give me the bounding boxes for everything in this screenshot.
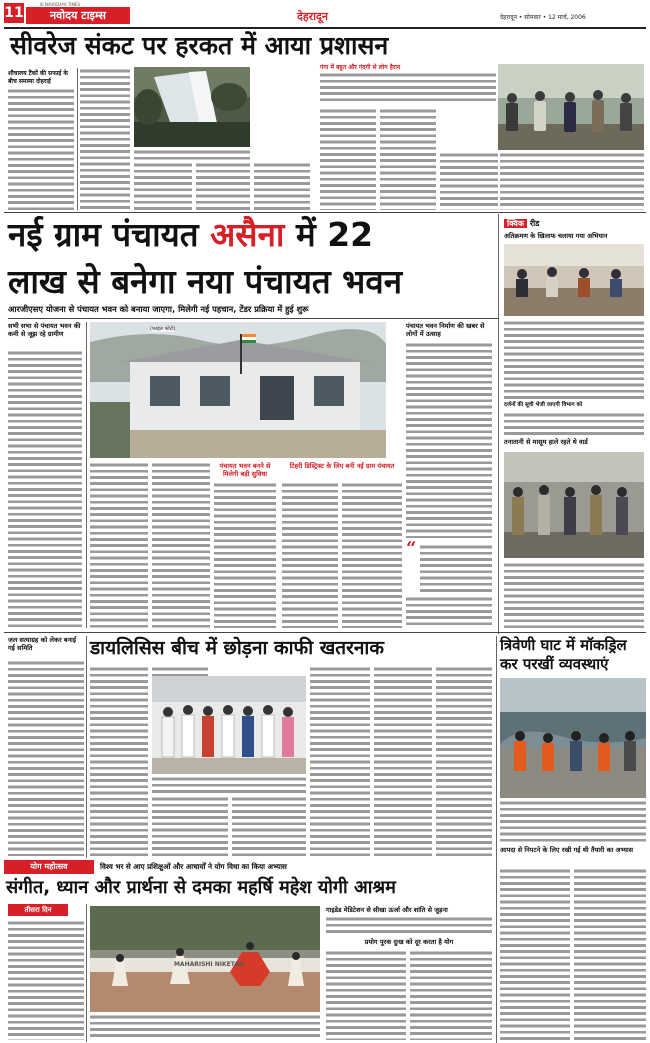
quick-read-text-3 bbox=[504, 562, 644, 628]
dialysis-body-col-6 bbox=[374, 666, 432, 856]
lead-body-col-1 bbox=[8, 350, 82, 628]
sewer-sidebar-sub: शौचालय टैंकों की सफाई के बीच समस्या दोहराई bbox=[8, 70, 69, 85]
city-section: देहरादून bbox=[297, 10, 328, 23]
yoga-left-tag: तीसरा दिन bbox=[8, 904, 68, 916]
dialysis-body-col-5 bbox=[310, 666, 370, 856]
lead-headline-line1 bbox=[8, 214, 498, 256]
sewer-body-col-3 bbox=[134, 162, 192, 210]
lead-headline-part1: नई ग्राम पंचायत bbox=[8, 215, 199, 254]
quick-read-sub-3: तनातानी से मासूम हाले रहते थे वार्ड bbox=[504, 438, 588, 446]
masthead bbox=[0, 0, 650, 28]
panchayat-building-photo bbox=[90, 322, 386, 458]
lead-right-sub: पंचायत भवन निर्माण की खबर से लोगों में उत्साह bbox=[406, 322, 485, 338]
sewer-body-col-1 bbox=[8, 88, 74, 210]
lead-headline-part2: में 22 bbox=[295, 215, 374, 254]
lead-deck: आरजीएसए योजना से पंचायत भवन को बनाया जाएगा, मिलेगी नई पहचान, टेंडर प्रक्रिया में हुई शुरू bbox=[8, 304, 309, 314]
triveni-sub: आपदा से निपटने के लिए रखी गई थी तैयारी का अभ्यास bbox=[500, 846, 634, 854]
yoga-body-col-3 bbox=[410, 950, 492, 1040]
page-number: 11 bbox=[4, 5, 24, 21]
lead-headline-line2: लाख से बनेगा नया पंचायत भवन bbox=[8, 262, 403, 301]
officials-inspection-photo bbox=[498, 64, 644, 150]
lead-body-col-7 bbox=[406, 342, 492, 538]
yoga-body-col-2 bbox=[326, 950, 406, 1040]
lead-body-col-2 bbox=[90, 462, 148, 628]
dialysis-body-col-3 bbox=[152, 796, 228, 856]
quick-read-label bbox=[504, 218, 644, 229]
yoga-photo-banner: MAHARISHI NIKETAN bbox=[173, 961, 245, 968]
yoga-body-col-1 bbox=[8, 920, 84, 1040]
dialysis-body-col-4 bbox=[232, 796, 306, 856]
police-arrest-photo bbox=[504, 452, 644, 558]
quick-read-label-2: रीड bbox=[529, 219, 540, 228]
lead-body-col-6 bbox=[342, 482, 402, 628]
sewer-body-col-7 bbox=[380, 108, 436, 210]
lead-left-sub: सभी सभा से पंचायत भवन की कमी से जूझ रहे ग्रामीण bbox=[8, 322, 81, 338]
triveni-photo-caption bbox=[500, 800, 646, 844]
dateline: देहरादून • सोमवार • 12 मार्च, 2006 bbox=[500, 14, 586, 21]
dialysis-body-col-1 bbox=[90, 666, 148, 856]
quick-read-sub-1: दर्जनों की सूची भेजी जाएगी विभाग को bbox=[504, 402, 583, 408]
yoga-kicker-bar bbox=[4, 860, 494, 874]
yoga-right-sub: गाइडेड मेडिटेशन से सीखा ऊर्जा और शांति से जुड़ना bbox=[326, 906, 448, 914]
sewer-waterfall-photo bbox=[134, 67, 250, 147]
sewer-body-col-5 bbox=[254, 162, 310, 210]
dialysis-doctors-photo bbox=[152, 676, 306, 774]
yoga-kicker-deck: विश्व भर से आए प्रशिक्षुओं और आचार्यों ने योग विधा का किया अभ्यास bbox=[100, 862, 287, 871]
quick-read-label-1: क्विक bbox=[504, 219, 527, 228]
lead-body-col-4 bbox=[214, 482, 276, 628]
triveni-mockdrill-photo bbox=[500, 678, 646, 798]
lead-body-col-5 bbox=[282, 482, 338, 628]
yoga-intro-text bbox=[326, 916, 492, 936]
paper-tag: IE NAVODAYA TIMES bbox=[40, 2, 80, 7]
triveni-headline: त्रिवेणी घाट में मॉकड्रिल कर परखीं व्यवस्थाएं bbox=[500, 636, 627, 673]
quick-read-headline: अतिक्रमण के खिलाफ चलाया गया अभियान bbox=[504, 232, 608, 240]
quick-read-meeting-photo bbox=[504, 244, 644, 316]
dialysis-left-col bbox=[8, 660, 84, 856]
lead-pull-quote bbox=[420, 544, 492, 594]
sewer-photo-caption bbox=[134, 149, 250, 161]
lead-mid-sub-2: टिहरी डिस्ट्रिक्ट के लिए बनी नई ग्राम पंचायत bbox=[289, 462, 395, 470]
yoga-right-sub-2: प्रयोग पूरक दुःख को दूर करता है योग bbox=[364, 938, 454, 946]
sewer-body-col-9 bbox=[500, 152, 644, 210]
sewer-body-col-8 bbox=[440, 152, 498, 210]
triveni-body-col-1 bbox=[500, 868, 570, 1040]
quote-mark-icon: “ bbox=[406, 538, 417, 559]
lead-body-col-3 bbox=[152, 462, 210, 628]
photo-file-label: (फाइल फोटो) bbox=[150, 326, 176, 332]
sewer-body-col-6 bbox=[320, 108, 376, 210]
yoga-photo-caption bbox=[90, 1014, 320, 1040]
yoga-kicker: योग महोत्सव bbox=[4, 860, 94, 874]
lead-mid-sub-1: पंचायत भवन बनने से मिलेगी बड़ी सुविधा bbox=[219, 462, 271, 478]
dialysis-left-sub: जल सत्याग्रह को लेकर बनाई गई समिति bbox=[8, 636, 77, 652]
quick-read-text-2 bbox=[504, 412, 644, 436]
quick-read-text-1 bbox=[504, 320, 644, 400]
triveni-body-col-2 bbox=[574, 868, 646, 1040]
yoga-headline: संगीत, ध्यान और प्रार्थना से दमका महर्षि महेश योगी आश्रम bbox=[6, 877, 396, 898]
lead-body-col-8 bbox=[406, 596, 492, 628]
sewer-body-col-2 bbox=[80, 68, 130, 210]
dialysis-headline: डायलिसिस बीच में छोड़ना काफी खतरनाक bbox=[90, 637, 384, 659]
sewer-body-col-4 bbox=[196, 162, 250, 210]
yoga-practice-photo bbox=[90, 906, 320, 1012]
sewer-headline: सीवरेज संकट पर हरकत में आया प्रशासन bbox=[10, 31, 389, 60]
paper-name-logo: नवोदय टाइम्स bbox=[26, 7, 130, 24]
sewer-photo-caption-sub: गंगा में बहुत और गंदगी से लोग हैरान bbox=[320, 64, 401, 71]
lead-headline-highlight: असैना bbox=[210, 215, 285, 254]
dialysis-photo-caption bbox=[152, 776, 306, 794]
sewer-intro-text bbox=[320, 72, 496, 104]
dialysis-body-col-7 bbox=[436, 666, 492, 856]
